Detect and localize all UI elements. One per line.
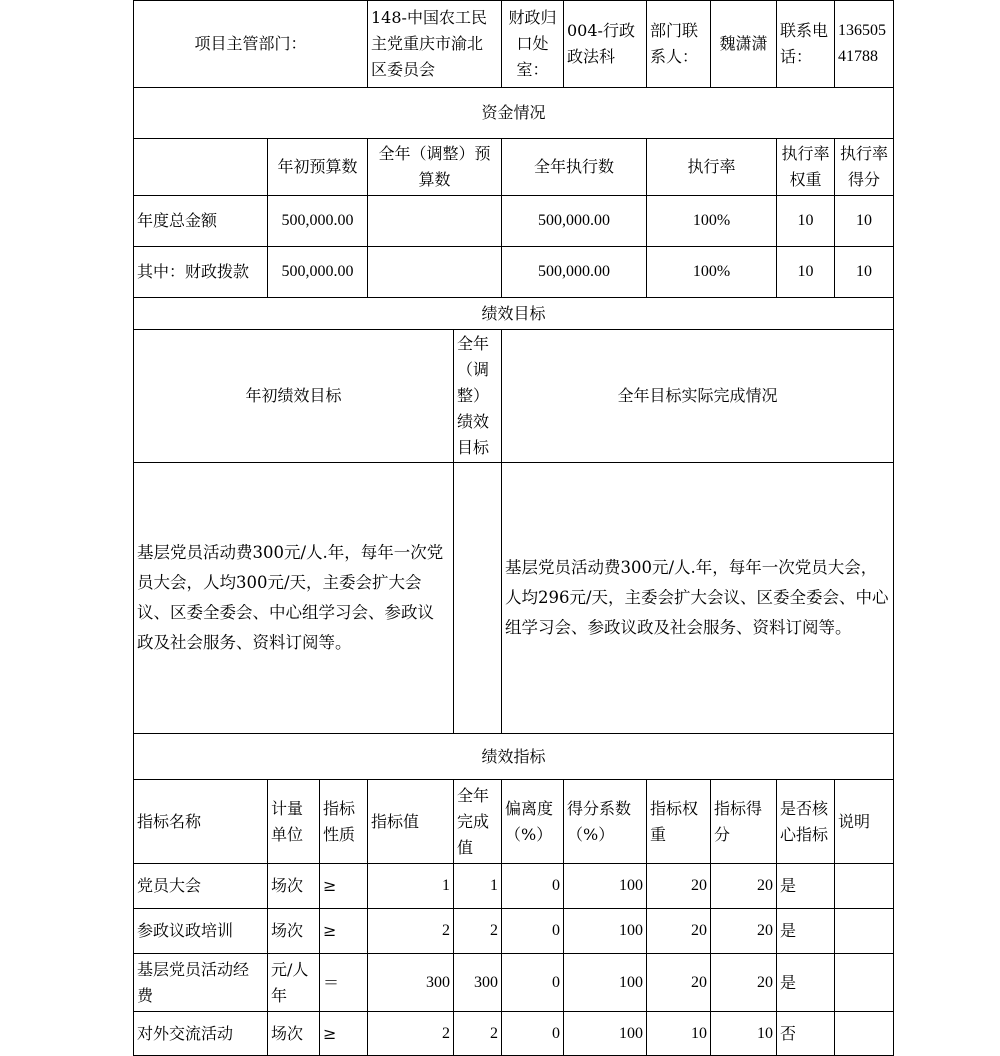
funds-row-weight: 10: [777, 196, 835, 247]
indicator-unit: 场次: [268, 864, 320, 909]
finance-value: 004-行政政法科: [564, 1, 647, 88]
finance-label: 财政归口处室：: [502, 1, 564, 88]
indicator-note: [835, 864, 894, 909]
funds-row-weight: 10: [777, 247, 835, 298]
indicator-name: 党员大会: [134, 864, 268, 909]
col-indicator-weight: 指标权重: [647, 780, 711, 864]
col-rate-score: 执行率得分: [835, 139, 894, 196]
indicator-score: 20: [711, 909, 777, 954]
phone-label: 联系电话：: [777, 1, 835, 88]
funds-row: [134, 247, 894, 298]
col-unit: 计量单位: [268, 780, 320, 864]
col-initial-budget: 年初预算数: [268, 139, 368, 196]
indicator-core: 否: [777, 1012, 835, 1056]
indicator-target: 2: [368, 1012, 454, 1056]
funds-row-name: 年度总金额: [134, 196, 268, 247]
contact-label: 部门联系人：: [647, 1, 711, 88]
goals-header-row: [134, 330, 894, 463]
col-is-core: 是否核心指标: [777, 780, 835, 864]
indicator-deviation: 0: [502, 909, 564, 954]
funds-row-rate: 100%: [647, 196, 777, 247]
funds-section-title: 资金情况: [134, 88, 894, 139]
col-rate-weight: 执行率权重: [777, 139, 835, 196]
indicator-note: [835, 909, 894, 954]
indicator-nature: ＝: [320, 954, 368, 1012]
indicator-coef: 100: [564, 954, 647, 1012]
funds-row-score: 10: [835, 247, 894, 298]
col-adjusted-goal: 全年（调整）绩效目标: [454, 330, 502, 463]
funds-row-initial: 500,000.00: [268, 247, 368, 298]
indicator-core: 是: [777, 909, 835, 954]
col-note: 说明: [835, 780, 894, 864]
indicator-target: 300: [368, 954, 454, 1012]
indicator-deviation: 0: [502, 954, 564, 1012]
col-target-value: 指标值: [368, 780, 454, 864]
header-row: [134, 1, 894, 88]
col-initial-goal: 年初绩效目标: [134, 330, 454, 463]
indicators-header-row: [134, 780, 894, 864]
indicator-name: 基层党员活动经费: [134, 954, 268, 1012]
indicator-coef: 100: [564, 1012, 647, 1056]
goals-section-title: 绩效目标: [134, 298, 894, 330]
indicator-note: [835, 954, 894, 1012]
col-deviation: 偏离度（%）: [502, 780, 564, 864]
indicator-nature: ≥: [320, 864, 368, 909]
funds-row-executed: 500,000.00: [502, 247, 647, 298]
indicator-completed: 2: [454, 1012, 502, 1056]
indicator-deviation: 0: [502, 1012, 564, 1056]
indicator-row: [134, 864, 894, 909]
indicator-name: 对外交流活动: [134, 1012, 268, 1056]
phone-value: 13650541788: [835, 1, 894, 88]
indicator-score: 20: [711, 864, 777, 909]
indicator-deviation: 0: [502, 864, 564, 909]
indicator-target: 2: [368, 909, 454, 954]
indicator-coef: 100: [564, 909, 647, 954]
col-execution-rate: 执行率: [647, 139, 777, 196]
indicator-weight: 20: [647, 954, 711, 1012]
contact-value: 魏潇潇: [711, 1, 777, 88]
indicator-row: [134, 954, 894, 1012]
col-indicator-name: 指标名称: [134, 780, 268, 864]
indicator-weight: 20: [647, 909, 711, 954]
funds-row-adjusted: [368, 196, 502, 247]
indicator-weight: 10: [647, 1012, 711, 1056]
indicator-completed: 300: [454, 954, 502, 1012]
indicator-score: 20: [711, 954, 777, 1012]
indicator-completed: 1: [454, 864, 502, 909]
funds-row: [134, 196, 894, 247]
goals-content-row: [134, 463, 894, 734]
col-executed: 全年执行数: [502, 139, 647, 196]
indicator-nature: ≥: [320, 1012, 368, 1056]
funds-row-executed: 500,000.00: [502, 196, 647, 247]
indicator-coef: 100: [564, 864, 647, 909]
col-adjusted-budget: 全年（调整）预算数: [368, 139, 502, 196]
funds-row-rate: 100%: [647, 247, 777, 298]
col-score-coef: 得分系数（%）: [564, 780, 647, 864]
indicator-target: 1: [368, 864, 454, 909]
indicator-unit: 元/人年: [268, 954, 320, 1012]
funds-row-score: 10: [835, 196, 894, 247]
performance-table: [133, 0, 894, 1056]
funds-header-row: [134, 139, 894, 196]
indicator-weight: 20: [647, 864, 711, 909]
col-nature: 指标性质: [320, 780, 368, 864]
actual-completion-text: 基层党员活动费300元/人.年，每年一次党员大会，人均296元/天，主委会扩大会议、区委全委会、中心组学习会、参政议政及社会服务、资料订阅等。: [502, 463, 894, 734]
indicator-name: 参政议政培训: [134, 909, 268, 954]
indicator-row: [134, 909, 894, 954]
col-indicator-score: 指标得分: [711, 780, 777, 864]
indicator-nature: ≥: [320, 909, 368, 954]
col-completed-value: 全年完成值: [454, 780, 502, 864]
dept-value: 148-中国农工民主党重庆市渝北区委员会: [368, 1, 502, 88]
dept-label: 项目主管部门：: [134, 1, 368, 88]
indicators-section-title: 绩效指标: [134, 734, 894, 780]
funds-row-initial: 500,000.00: [268, 196, 368, 247]
indicator-completed: 2: [454, 909, 502, 954]
adjusted-goal-text: [454, 463, 502, 734]
indicator-core: 是: [777, 864, 835, 909]
funds-row-adjusted: [368, 247, 502, 298]
indicator-score: 10: [711, 1012, 777, 1056]
col-actual-completion: 全年目标实际完成情况: [502, 330, 894, 463]
indicator-unit: 场次: [268, 909, 320, 954]
funds-row-name: 其中：财政拨款: [134, 247, 268, 298]
indicator-core: 是: [777, 954, 835, 1012]
indicator-unit: 场次: [268, 1012, 320, 1056]
funds-header-blank: [134, 139, 268, 196]
initial-goal-text: 基层党员活动费300元/人.年，每年一次党员大会，人均300元/天，主委会扩大会议、区委全委会、中心组学习会、参政议政及社会服务、资料订阅等。: [134, 463, 454, 734]
